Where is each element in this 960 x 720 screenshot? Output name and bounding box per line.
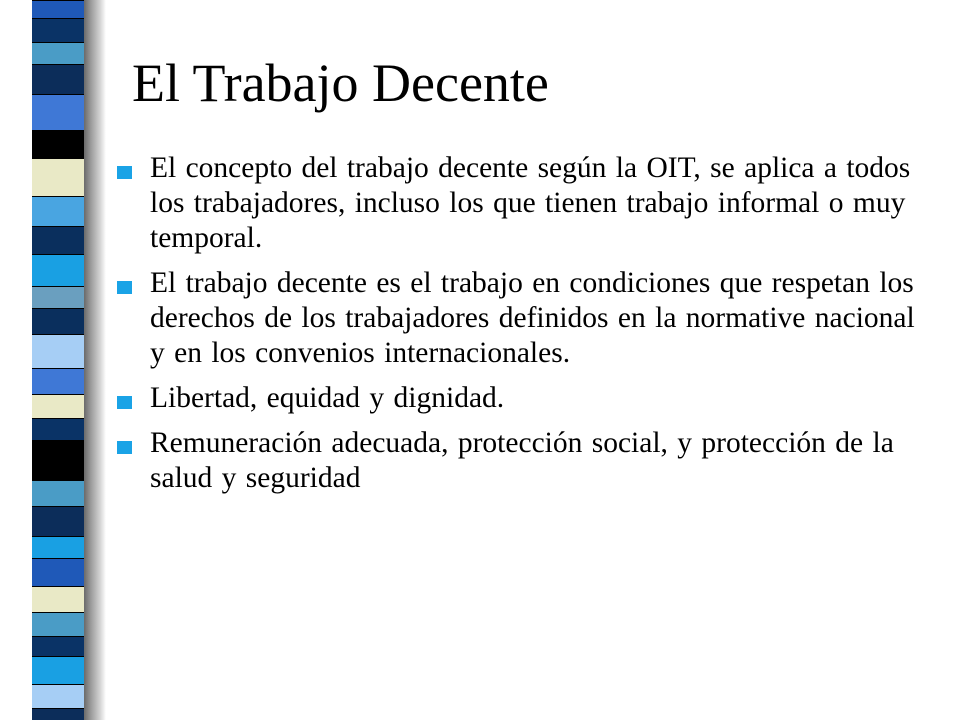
bullet-text: Libertad, equidad y dignidad. <box>150 382 505 414</box>
stripe-block <box>32 480 84 506</box>
stripe-block <box>32 612 84 636</box>
stripe-block <box>32 196 84 226</box>
bullet-item <box>117 426 917 496</box>
square-bullet-icon <box>117 396 132 409</box>
stripe-block <box>32 286 84 308</box>
bullet-item <box>117 381 917 416</box>
stripe-block <box>32 334 84 368</box>
stripe-block <box>32 18 84 42</box>
square-bullet-icon <box>117 441 132 454</box>
stripe-block <box>32 130 84 158</box>
square-bullet-icon <box>117 281 132 294</box>
stripe-block <box>32 418 84 440</box>
stripe-block <box>32 254 84 286</box>
square-bullet-icon <box>117 166 132 179</box>
stripe-block <box>32 656 84 684</box>
stripe-block <box>32 536 84 558</box>
stripe-block <box>32 440 84 480</box>
stripe-block <box>32 158 84 196</box>
slide-title: El Trabajo Decente <box>132 53 549 113</box>
stripe-block <box>32 0 84 18</box>
bullet-text: El concepto del trabajo decente según la OIT, se aplica a todos los trabajadores, incluso los que tienen trabajo informal o muy temporal. <box>150 152 911 254</box>
stripe-block <box>32 506 84 536</box>
stripe-block <box>32 558 84 586</box>
stripe-block <box>32 394 84 418</box>
stripe-block <box>32 586 84 612</box>
stripe-block <box>32 368 84 394</box>
stripe-block <box>32 226 84 254</box>
bullet-item <box>117 151 917 256</box>
stripe-block <box>32 708 84 720</box>
bullet-list <box>117 151 917 506</box>
bullet-text: Remuneración adecuada, protección social, y protección de la salud y seguridad <box>150 427 894 494</box>
bullet-text: El trabajo decente es el trabajo en condiciones que respetan los derechos de los trabajadores definidos en la normative nacional y en los convenios internacionales. <box>150 267 915 369</box>
stripe-block <box>32 42 84 64</box>
stripe-block <box>32 308 84 334</box>
bullet-item <box>117 266 917 371</box>
stripe-block <box>32 94 84 130</box>
stripe-block <box>32 684 84 708</box>
stripe-block <box>32 636 84 656</box>
stripe-shadow <box>84 0 106 720</box>
decorative-color-stripe <box>32 0 84 720</box>
stripe-block <box>32 64 84 94</box>
